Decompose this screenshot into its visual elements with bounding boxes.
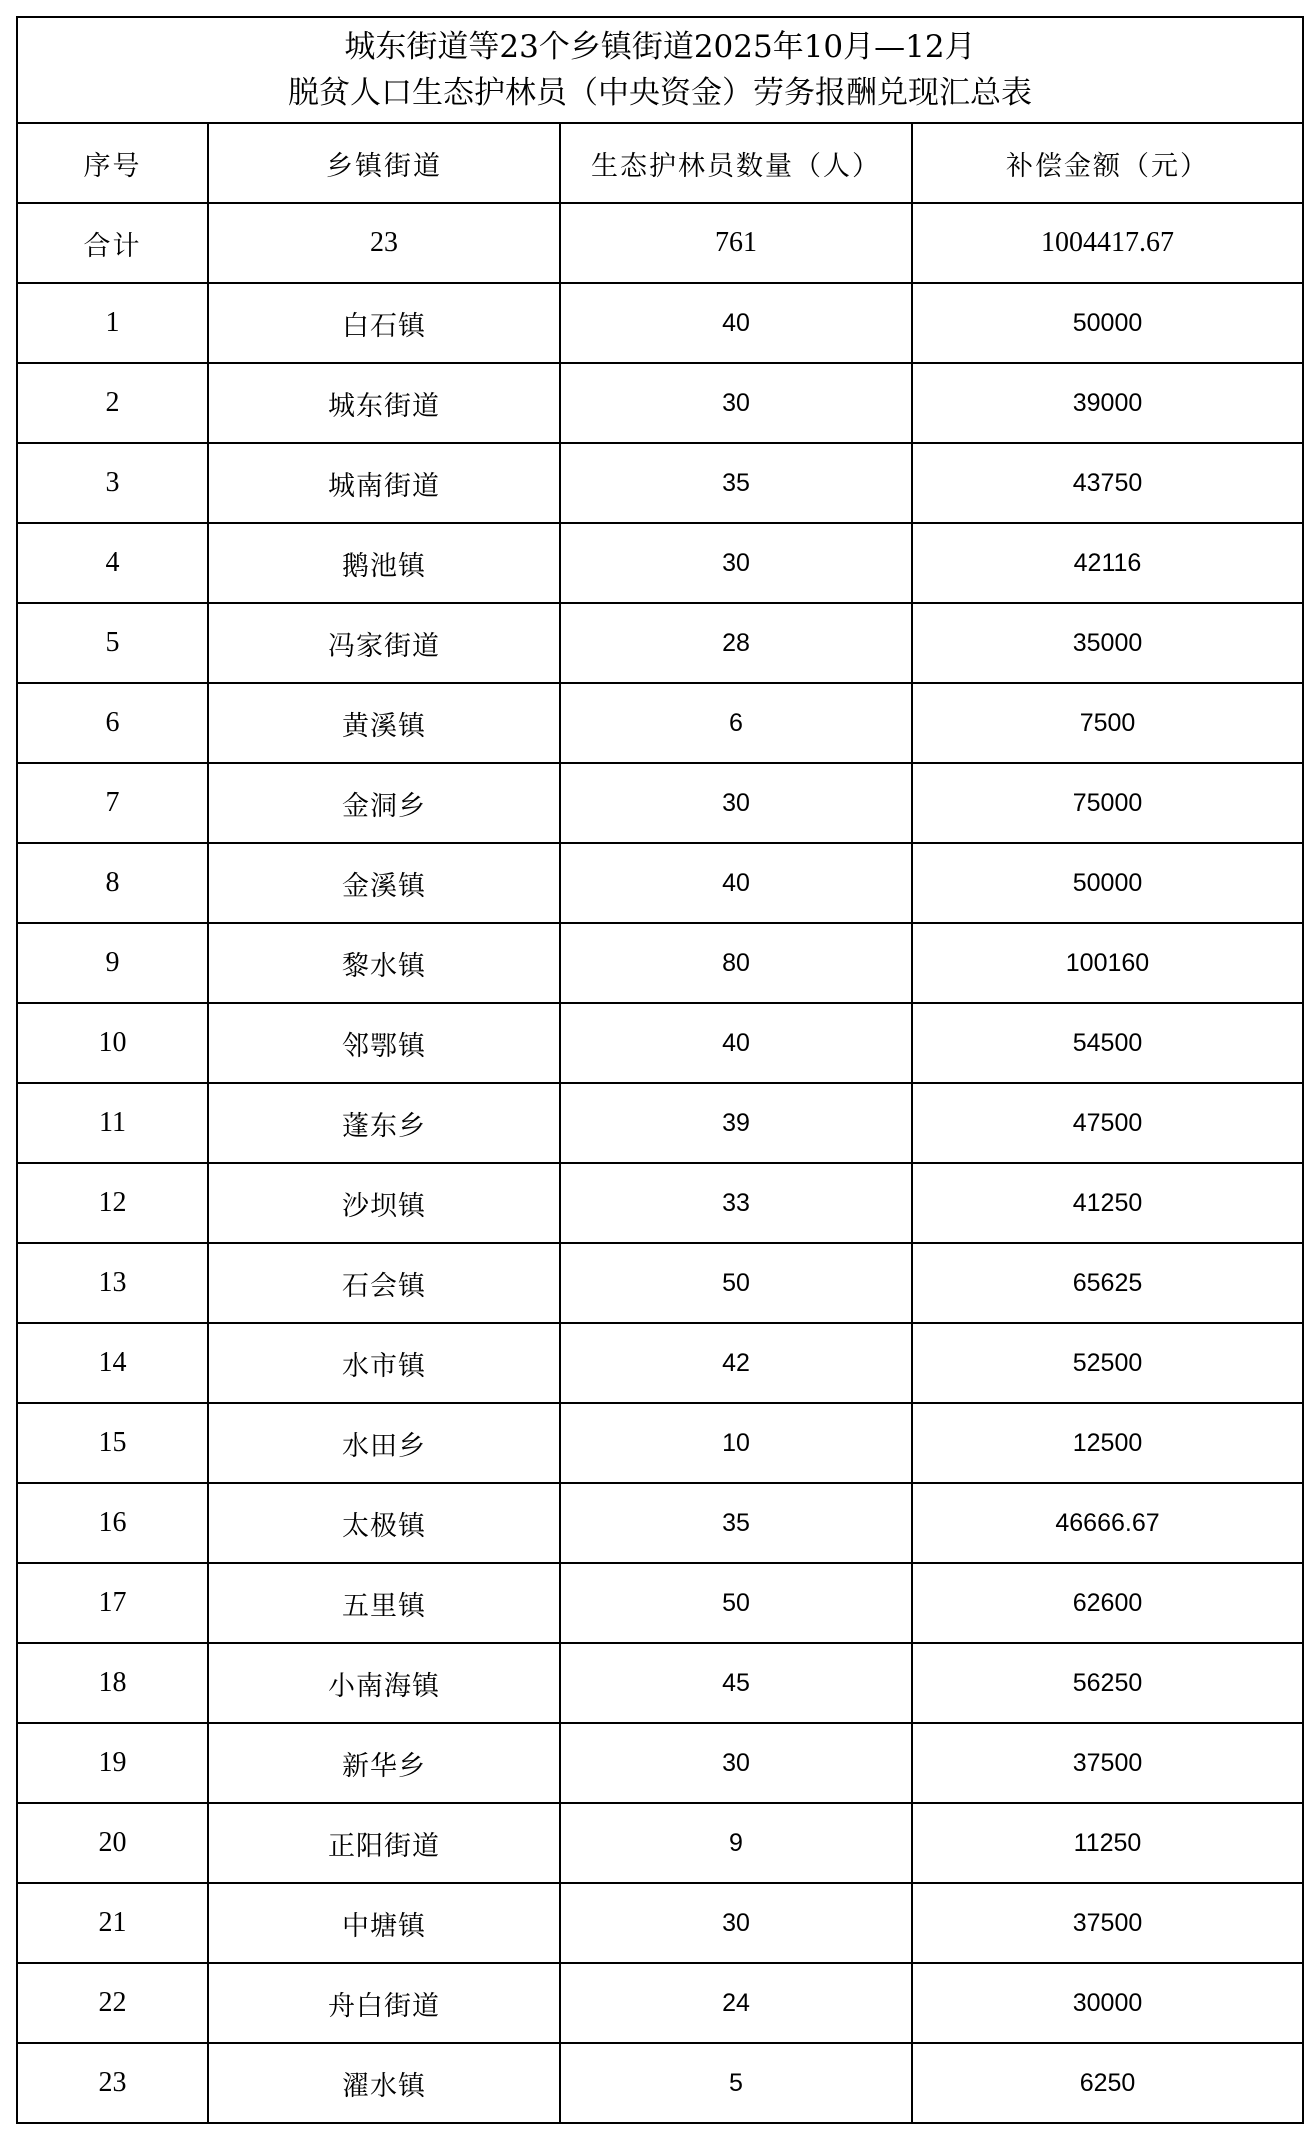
row-amount-cell: 75000 <box>912 763 1303 843</box>
row-town-cell: 金洞乡 <box>208 763 560 843</box>
row-town-cell: 石会镇 <box>208 1243 560 1323</box>
row-count-cell: 33 <box>560 1163 912 1243</box>
table-row <box>17 1883 1303 1963</box>
total-town-count: 23 <box>208 203 560 283</box>
row-count-cell: 80 <box>560 923 912 1003</box>
row-count-cell: 28 <box>560 603 912 683</box>
row-count-cell: 30 <box>560 763 912 843</box>
title-line-1: 城东街道等23个乡镇街道2025年10月—12月 <box>344 29 976 65</box>
row-count-cell: 40 <box>560 283 912 363</box>
header-amount: 补偿金额（元） <box>912 123 1303 203</box>
row-count-cell: 35 <box>560 1483 912 1563</box>
row-town-cell: 黎水镇 <box>208 923 560 1003</box>
table-row <box>17 1563 1303 1643</box>
row-amount-cell: 46666.67 <box>912 1483 1303 1563</box>
row-amount-cell: 37500 <box>912 1883 1303 1963</box>
row-town-cell: 鹅池镇 <box>208 523 560 603</box>
row-count-cell: 40 <box>560 1003 912 1083</box>
row-amount-cell: 56250 <box>912 1643 1303 1723</box>
table-row <box>17 1483 1303 1563</box>
row-count-cell: 39 <box>560 1083 912 1163</box>
row-town-cell: 水田乡 <box>208 1403 560 1483</box>
row-town-cell: 沙坝镇 <box>208 1163 560 1243</box>
row-amount-cell: 7500 <box>912 683 1303 763</box>
row-index-cell: 5 <box>17 603 208 683</box>
table-row <box>17 523 1303 603</box>
row-index-cell: 19 <box>17 1723 208 1803</box>
row-town-cell: 城东街道 <box>208 363 560 443</box>
row-index-cell: 20 <box>17 1803 208 1883</box>
table-row <box>17 763 1303 843</box>
row-amount-cell: 12500 <box>912 1403 1303 1483</box>
table-body <box>17 203 1303 2123</box>
header-row <box>17 123 1303 203</box>
row-amount-cell: 43750 <box>912 443 1303 523</box>
row-index-cell: 14 <box>17 1323 208 1403</box>
table-row <box>17 1163 1303 1243</box>
row-amount-cell: 30000 <box>912 1963 1303 2043</box>
row-index-cell: 4 <box>17 523 208 603</box>
row-town-cell: 冯家街道 <box>208 603 560 683</box>
row-index-cell: 22 <box>17 1963 208 2043</box>
row-amount-cell: 50000 <box>912 843 1303 923</box>
row-town-cell: 水市镇 <box>208 1323 560 1403</box>
title-row <box>17 17 1303 123</box>
row-count-cell: 30 <box>560 1883 912 1963</box>
summary-table <box>16 16 1304 2124</box>
row-amount-cell: 52500 <box>912 1323 1303 1403</box>
table-row <box>17 1243 1303 1323</box>
row-amount-cell: 62600 <box>912 1563 1303 1643</box>
row-town-cell: 蓬东乡 <box>208 1083 560 1163</box>
row-town-cell: 濯水镇 <box>208 2043 560 2123</box>
row-count-cell: 5 <box>560 2043 912 2123</box>
row-index-cell: 6 <box>17 683 208 763</box>
row-count-cell: 30 <box>560 523 912 603</box>
row-town-cell: 小南海镇 <box>208 1643 560 1723</box>
row-town-cell: 邻鄂镇 <box>208 1003 560 1083</box>
row-amount-cell: 42116 <box>912 523 1303 603</box>
row-amount-cell: 54500 <box>912 1003 1303 1083</box>
table-row <box>17 603 1303 683</box>
table-row <box>17 1003 1303 1083</box>
table-row <box>17 363 1303 443</box>
table-row <box>17 1323 1303 1403</box>
row-count-cell: 6 <box>560 683 912 763</box>
row-index-cell: 11 <box>17 1083 208 1163</box>
row-index-cell: 10 <box>17 1003 208 1083</box>
row-amount-cell: 65625 <box>912 1243 1303 1323</box>
table-row <box>17 1643 1303 1723</box>
row-town-cell: 新华乡 <box>208 1723 560 1803</box>
document-page <box>16 16 1302 2124</box>
row-index-cell: 9 <box>17 923 208 1003</box>
row-index-cell: 13 <box>17 1243 208 1323</box>
row-amount-cell: 37500 <box>912 1723 1303 1803</box>
row-town-cell: 白石镇 <box>208 283 560 363</box>
total-label: 合计 <box>17 203 208 283</box>
row-index-cell: 18 <box>17 1643 208 1723</box>
row-count-cell: 9 <box>560 1803 912 1883</box>
header-count: 生态护林员数量（人） <box>560 123 912 203</box>
row-count-cell: 24 <box>560 1963 912 2043</box>
row-amount-cell: 35000 <box>912 603 1303 683</box>
row-town-cell: 黄溪镇 <box>208 683 560 763</box>
row-index-cell: 1 <box>17 283 208 363</box>
table-title <box>17 17 1303 123</box>
row-amount-cell: 100160 <box>912 923 1303 1003</box>
row-count-cell: 40 <box>560 843 912 923</box>
row-amount-cell: 50000 <box>912 283 1303 363</box>
row-index-cell: 3 <box>17 443 208 523</box>
row-count-cell: 45 <box>560 1643 912 1723</box>
total-amount: 1004417.67 <box>912 203 1303 283</box>
table-row <box>17 843 1303 923</box>
row-count-cell: 50 <box>560 1243 912 1323</box>
total-count: 761 <box>560 203 912 283</box>
table-row <box>17 1723 1303 1803</box>
table-row <box>17 1963 1303 2043</box>
row-town-cell: 五里镇 <box>208 1563 560 1643</box>
table-row <box>17 1403 1303 1483</box>
table-row <box>17 683 1303 763</box>
row-index-cell: 12 <box>17 1163 208 1243</box>
row-count-cell: 50 <box>560 1563 912 1643</box>
row-town-cell: 中塘镇 <box>208 1883 560 1963</box>
table-row <box>17 2043 1303 2123</box>
row-count-cell: 42 <box>560 1323 912 1403</box>
row-index-cell: 23 <box>17 2043 208 2123</box>
table-row <box>17 1803 1303 1883</box>
row-amount-cell: 11250 <box>912 1803 1303 1883</box>
table-row <box>17 923 1303 1003</box>
row-index-cell: 16 <box>17 1483 208 1563</box>
row-amount-cell: 6250 <box>912 2043 1303 2123</box>
row-index-cell: 15 <box>17 1403 208 1483</box>
table-row <box>17 283 1303 363</box>
row-amount-cell: 41250 <box>912 1163 1303 1243</box>
row-count-cell: 10 <box>560 1403 912 1483</box>
row-count-cell: 30 <box>560 363 912 443</box>
row-town-cell: 金溪镇 <box>208 843 560 923</box>
row-index-cell: 8 <box>17 843 208 923</box>
row-town-cell: 城南街道 <box>208 443 560 523</box>
header-index: 序号 <box>17 123 208 203</box>
header-town: 乡镇街道 <box>208 123 560 203</box>
row-count-cell: 30 <box>560 1723 912 1803</box>
row-index-cell: 7 <box>17 763 208 843</box>
table-row <box>17 443 1303 523</box>
row-town-cell: 正阳街道 <box>208 1803 560 1883</box>
row-town-cell: 舟白街道 <box>208 1963 560 2043</box>
total-row <box>17 203 1303 283</box>
row-index-cell: 2 <box>17 363 208 443</box>
table-row <box>17 1083 1303 1163</box>
row-amount-cell: 47500 <box>912 1083 1303 1163</box>
row-index-cell: 21 <box>17 1883 208 1963</box>
row-town-cell: 太极镇 <box>208 1483 560 1563</box>
row-index-cell: 17 <box>17 1563 208 1643</box>
row-count-cell: 35 <box>560 443 912 523</box>
title-line-2: 脱贫人口生态护林员（中央资金）劳务报酬兑现汇总表 <box>288 75 1032 111</box>
row-amount-cell: 39000 <box>912 363 1303 443</box>
